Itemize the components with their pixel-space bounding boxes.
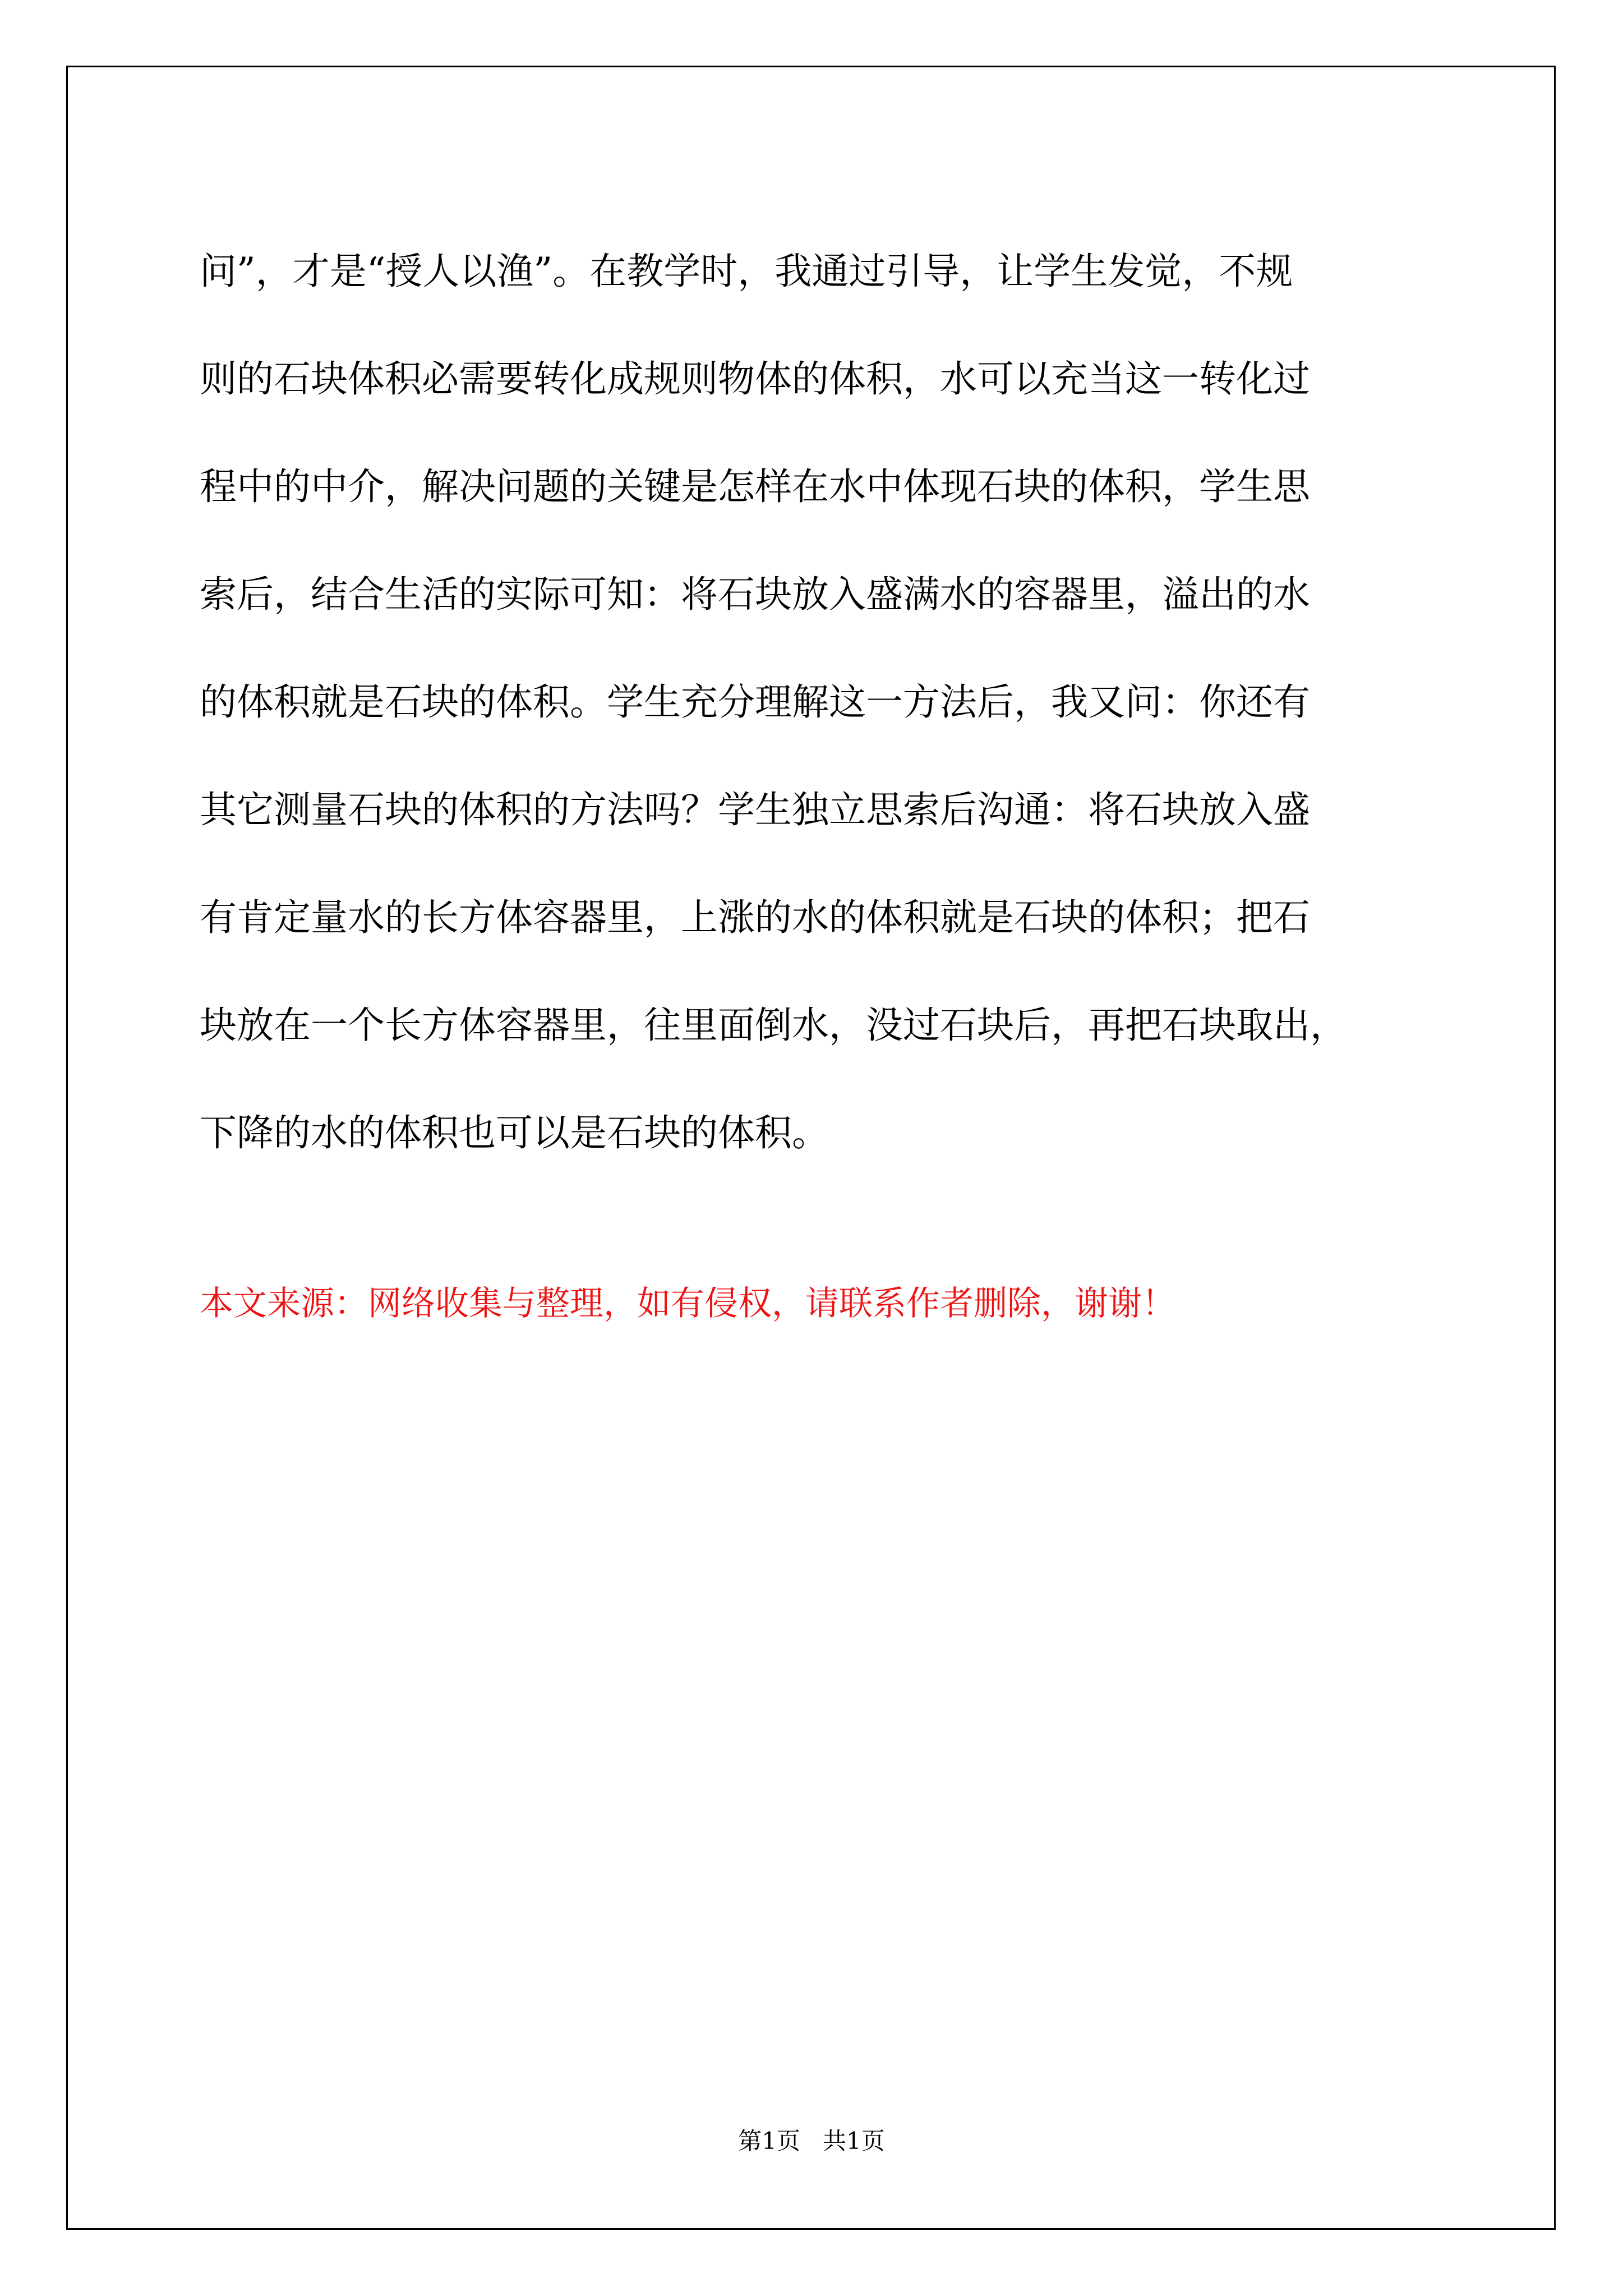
source-disclaimer: 本文来源：网络收集与整理，如有侵权，请联系作者删除，谢谢！ (200, 1284, 1175, 1323)
body-line-1: 问”，才是“授人以渔”。在教学时，我通过引导，让学生发觉，不规 (200, 250, 1293, 293)
body-line-2: 则的石块体积必需要转化成规则物体的体积，水可以充当这一转化过 (200, 357, 1310, 401)
document-body (200, 218, 1490, 1187)
body-line-8: 块放在一个长方体容器里，往里面倒水，没过石块后，再把石块取出， (200, 1004, 1347, 1047)
page-number-footer: 第1页 共1页 (738, 2127, 885, 2155)
body-line-5: 的体积就是石块的体积。学生充分理解这一方法后，我又问：你还有 (200, 680, 1310, 724)
body-line-9: 下降的水的体积也可以是石块的体积。 (200, 1111, 829, 1154)
body-line-6: 其它测量石块的体积的方法吗？学生独立思索后沟通：将石块放入盛 (200, 788, 1310, 831)
body-line-7: 有肯定量水的长方体容器里，上涨的水的体积就是石块的体积；把石 (200, 896, 1310, 939)
body-line-3: 程中的中介，解决问题的关键是怎样在水中体现石块的体积，学生思 (200, 465, 1310, 508)
body-line-4: 索后，结合生活的实际可知：将石块放入盛满水的容器里，溢出的水 (200, 573, 1310, 616)
